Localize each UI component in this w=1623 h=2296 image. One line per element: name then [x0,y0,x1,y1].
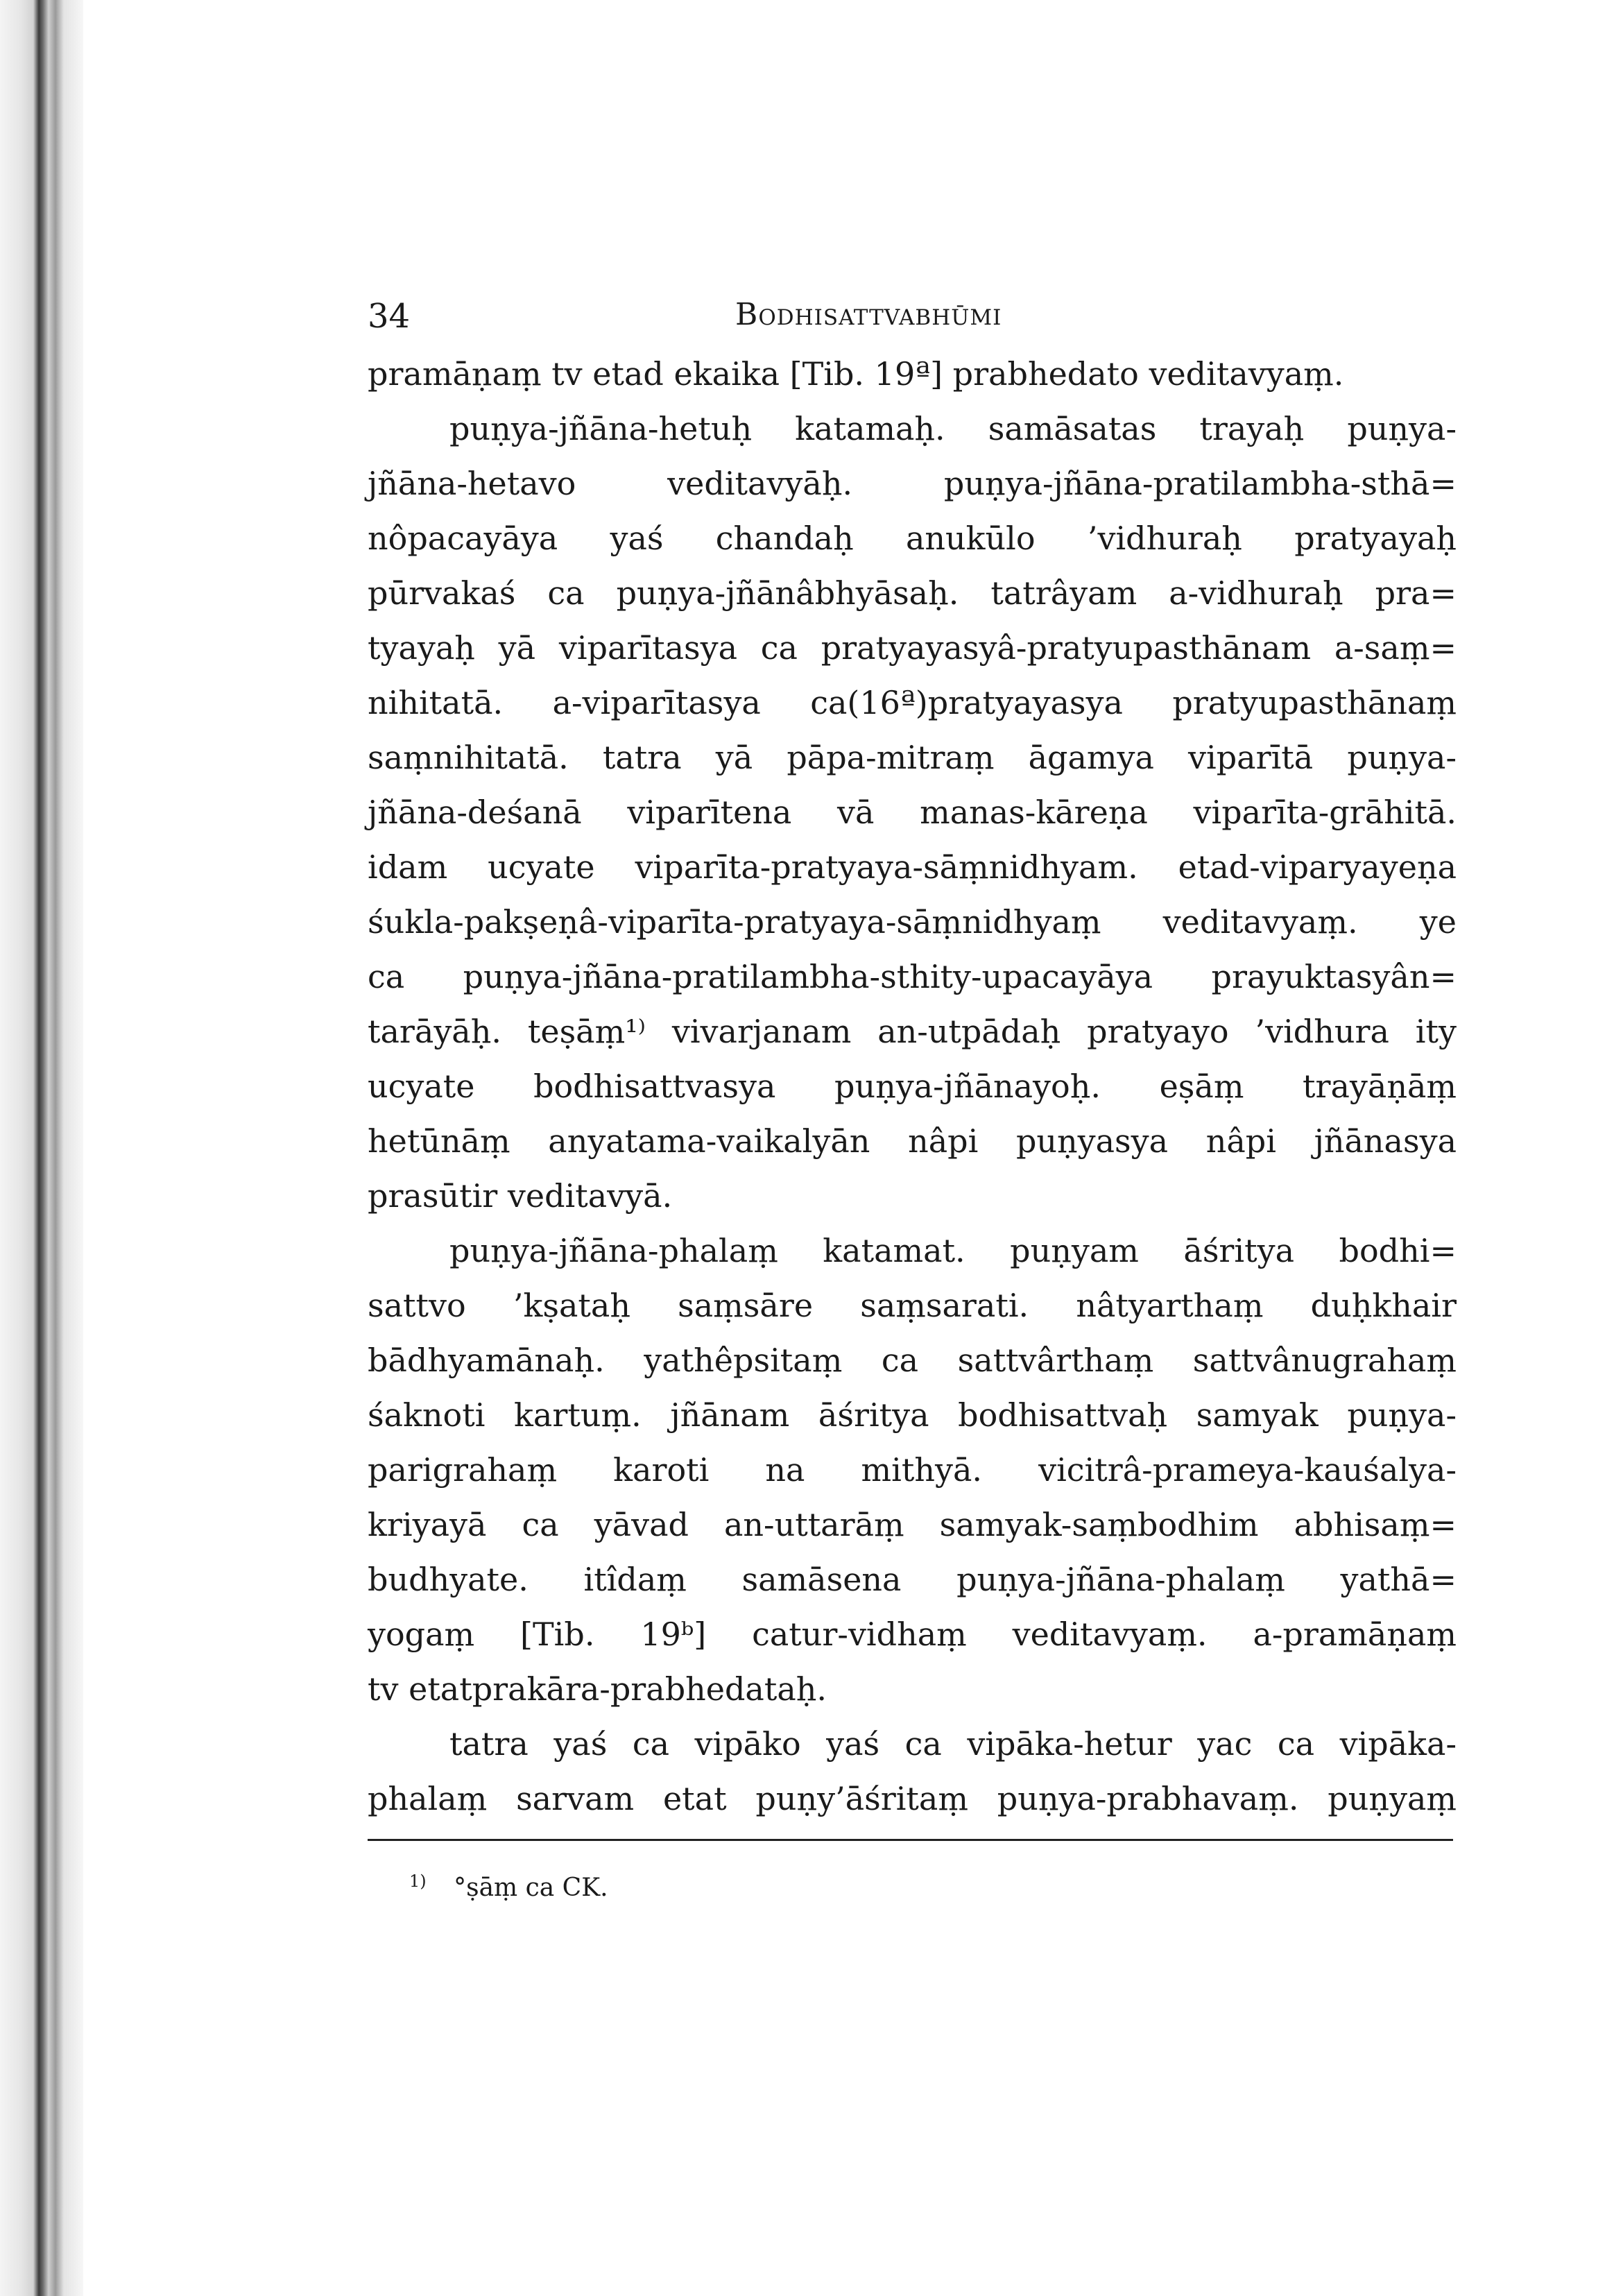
text-line: prasūtir veditavyā. [368,1177,673,1215]
text-line: jñāna-deśanā viparītena vā manas-kāreṇa viparīta-grāhitā. [368,794,1457,831]
text-line: kriyayā ca yāvad an-uttarāṃ samyak-saṃbodhim abhisaṃ= [368,1506,1457,1543]
text-line: puṇya-jñāna-hetuḥ katamaḥ. samāsatas trayaḥ puṇya- [449,410,1457,447]
footnote-text: °ṣāṃ ca CK. [454,1874,608,1902]
page-header [368,284,1457,347]
body-text [368,347,1457,1826]
text-line: phalaṃ sarvam etat puṇy’āśritaṃ puṇya-prabhavaṃ. puṇyaṃ [368,1780,1457,1817]
text-line: nôpacayāya yaś chandaḥ anukūlo ’vidhuraḥ pratyayaḥ [368,520,1457,557]
book-spine-shadow [0,0,83,2296]
book-page [368,284,1457,1905]
running-title: Bodhisattvabhūmi [735,297,1002,332]
text-line: tyayaḥ yā viparītasya ca pratyayasyâ-pratyupasthānam a-saṃ= [368,629,1457,667]
text-line: puṇya-jñāna-phalaṃ katamat. puṇyam āśritya bodhi= [449,1232,1457,1269]
text-line: śaknoti kartuṃ. jñānam āśritya bodhisattvaḥ samyak puṇya- [368,1396,1457,1434]
text-line: bādhyamānaḥ. yathêpsitaṃ ca sattvârthaṃ sattvânugrahaṃ [368,1342,1457,1379]
text-line: tv etatprakāra-prabhedataḥ. [368,1670,827,1708]
text-line: nihitatā. a-viparītasya ca(16ª)pratyayasya pratyupasthānaṃ [368,684,1457,721]
text-line: budhyate. itîdaṃ samāsena puṇya-jñāna-phalaṃ yathā= [368,1561,1457,1598]
text-line: ca puṇya-jñāna-pratilambha-sthity-upacayāya prayuktasyân= [368,958,1457,995]
text-line: tatra yaś ca vipāko yaś ca vipāka-hetur yac ca vipāka- [449,1725,1457,1763]
page-number: 34 [368,297,411,336]
footnote [409,1865,1457,1905]
text-line: hetūnāṃ anyatama-vaikalyān nâpi puṇyasya nâpi jñānasya [368,1122,1457,1160]
text-line: pūrvakaś ca puṇya-jñānâbhyāsaḥ. tatrâyam a-vidhuraḥ pra= [368,574,1457,612]
footnote-rule [368,1839,1453,1841]
text-line: yogaṃ [Tib. 19ᵇ] catur-vidhaṃ veditavyaṃ. a-pramāṇaṃ [368,1616,1457,1653]
text-line: jñāna-hetavo veditavyāḥ. puṇya-jñāna-pratilambha-sthā= [368,465,1457,502]
text-line: idam ucyate viparīta-pratyaya-sāṃnidhyam. etad-viparyayeṇa [368,848,1457,886]
text-line: sattvo ’kṣataḥ saṃsāre saṃsarati. nâtyarthaṃ duḥkhair [368,1287,1457,1324]
text-line: saṃnihitatā. tatra yā pāpa-mitraṃ āgamya viparītā puṇya- [368,739,1457,776]
footnote-mark: 1) [409,1871,427,1891]
text-line: parigrahaṃ karoti na mithyā. vicitrâ-prameya-kauśalya- [368,1451,1457,1489]
text-line: ucyate bodhisattvasya puṇya-jñānayoḥ. eṣāṃ trayāṇāṃ [368,1068,1457,1105]
text-line: pramāṇaṃ tv etad ekaika [Tib. 19ª] prabhedato veditavyaṃ. [368,355,1344,393]
text-line: śukla-pakṣeṇâ-viparīta-pratyaya-sāṃnidhyaṃ veditavyaṃ. ye [368,903,1457,941]
text-line: tarāyāḥ. teṣāṃ¹⁾ vivarjanam an-utpādaḥ pratyayo ’vidhura ity [368,1013,1457,1050]
